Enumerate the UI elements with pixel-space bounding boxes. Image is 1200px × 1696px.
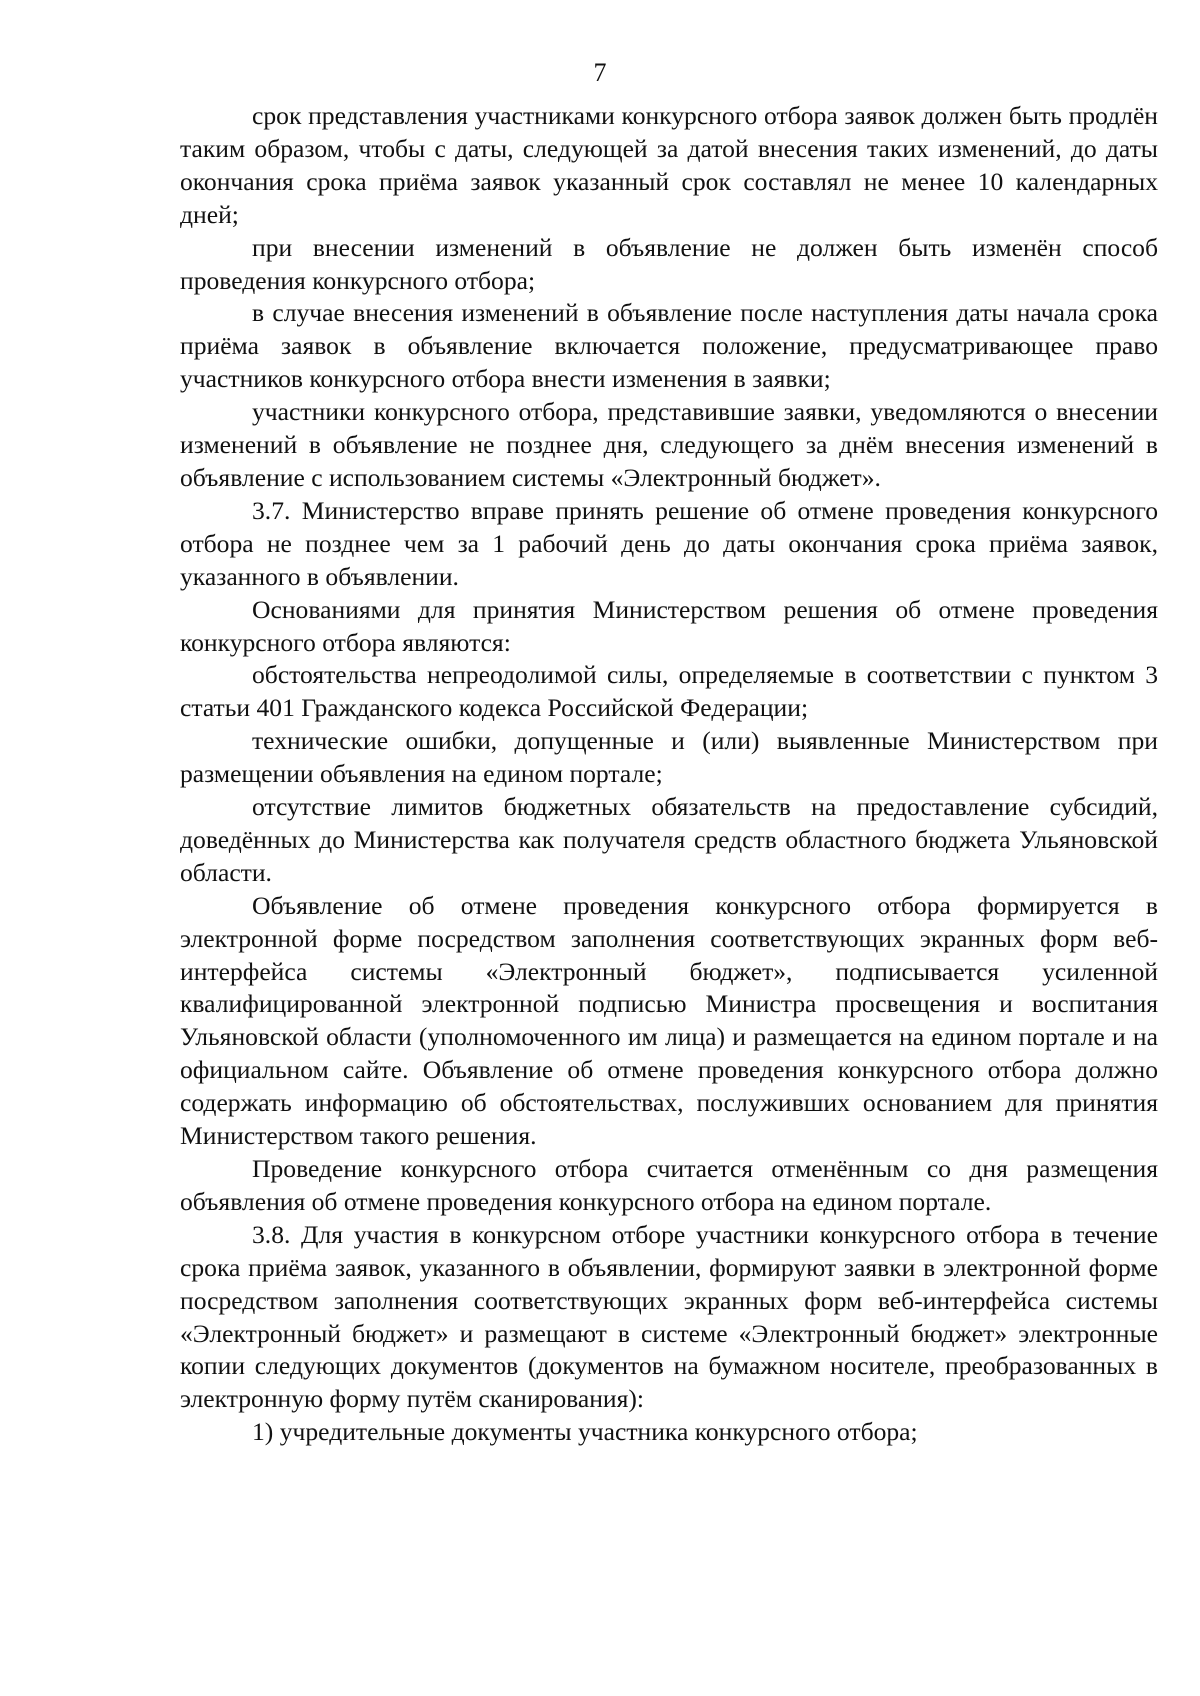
paragraph: срок представления участниками конкурсного отбора заявок должен быть продлён таким образом, чтобы с даты, следующей за датой внесения таких изменений, до даты окончания срока приёма заявок указанный срок составлял не менее 10 календарных дней; — [180, 101, 1158, 229]
page-number: 7 — [593, 58, 607, 87]
list-item: отсутствие лимитов бюджетных обязательств на предоставление субсидий, доведённых до Министерства как получателя средств областного бюджета Ульяновской области. — [180, 792, 1158, 887]
document-body — [180, 100, 1158, 1449]
paragraph: в случае внесения изменений в объявление после наступления даты начала срока приёма заявок в объявление включается положение, предусматривающее право участников конкурсного отбора внести изменения в заявки; — [180, 298, 1158, 394]
paragraph: Объявление об отмене проведения конкурсного отбора формируется в электронной форме посредством заполнения соответствующих экранных форм веб-интерфейса системы «Электронный бюджет», подписывается усиленной квалифицированной электронной подписью Министра просвещения и воспитания Ульяновской области (уполномоченного им лица) и размещается на едином портале и на официальном сайте. Объявление об отмене проведения конкурсного отбора должно содержать информацию об обстоятельствах, послуживших основанием для принятия Министерством такого решения. — [180, 890, 1158, 1151]
paragraph: участники конкурсного отбора, представившие заявки, уведомляются о внесении изменений в объявление не позднее дня, следующего за днём внесения изменений в объявление с использованием системы «Электронный бюджет». — [180, 397, 1158, 492]
section-3-7-paragraph: 3.7. Министерство вправе принять решение об отмене проведения конкурсного отбора не позднее чем за 1 рабочий день до даты окончания срока приёма заявок, указанного в объявлении. — [180, 495, 1158, 591]
paragraph: при внесении изменений в объявление не должен быть изменён способ проведения конкурсного отбора; — [180, 232, 1158, 295]
list-item: 1) учредительные документы участника конкурсного отбора; — [252, 1417, 918, 1447]
paragraph: Проведение конкурсного отбора считается отменённым со дня размещения объявления об отмене проведения конкурсного отбора на едином портале. — [180, 1154, 1158, 1216]
list-item: обстоятельства непреодолимой силы, определяемые в соответствии с пунктом 3 статьи 401 Гражданского кодекса Российской Федерации; — [180, 660, 1158, 723]
list-item: технические ошибки, допущенные и (или) выявленные Министерством при размещении объявления на едином портале; — [180, 726, 1158, 789]
paragraph: Основаниями для принятия Министерством решения об отмене проведения конкурсного отбора являются: — [180, 594, 1158, 657]
section-3-8-paragraph: 3.8. Для участия в конкурсном отборе участники конкурсного отбора в течение срока приёма заявок, указанного в объявлении, формируют заявки в электронной форме посредством заполнения соответствующих экранных форм веб-интерфейса системы «Электронный бюджет» и размещают в системе «Электронный бюджет» электронные копии следующих документов (документов на бумажном носителе, преобразованных в электронную форму путём сканирования): — [180, 1219, 1158, 1414]
